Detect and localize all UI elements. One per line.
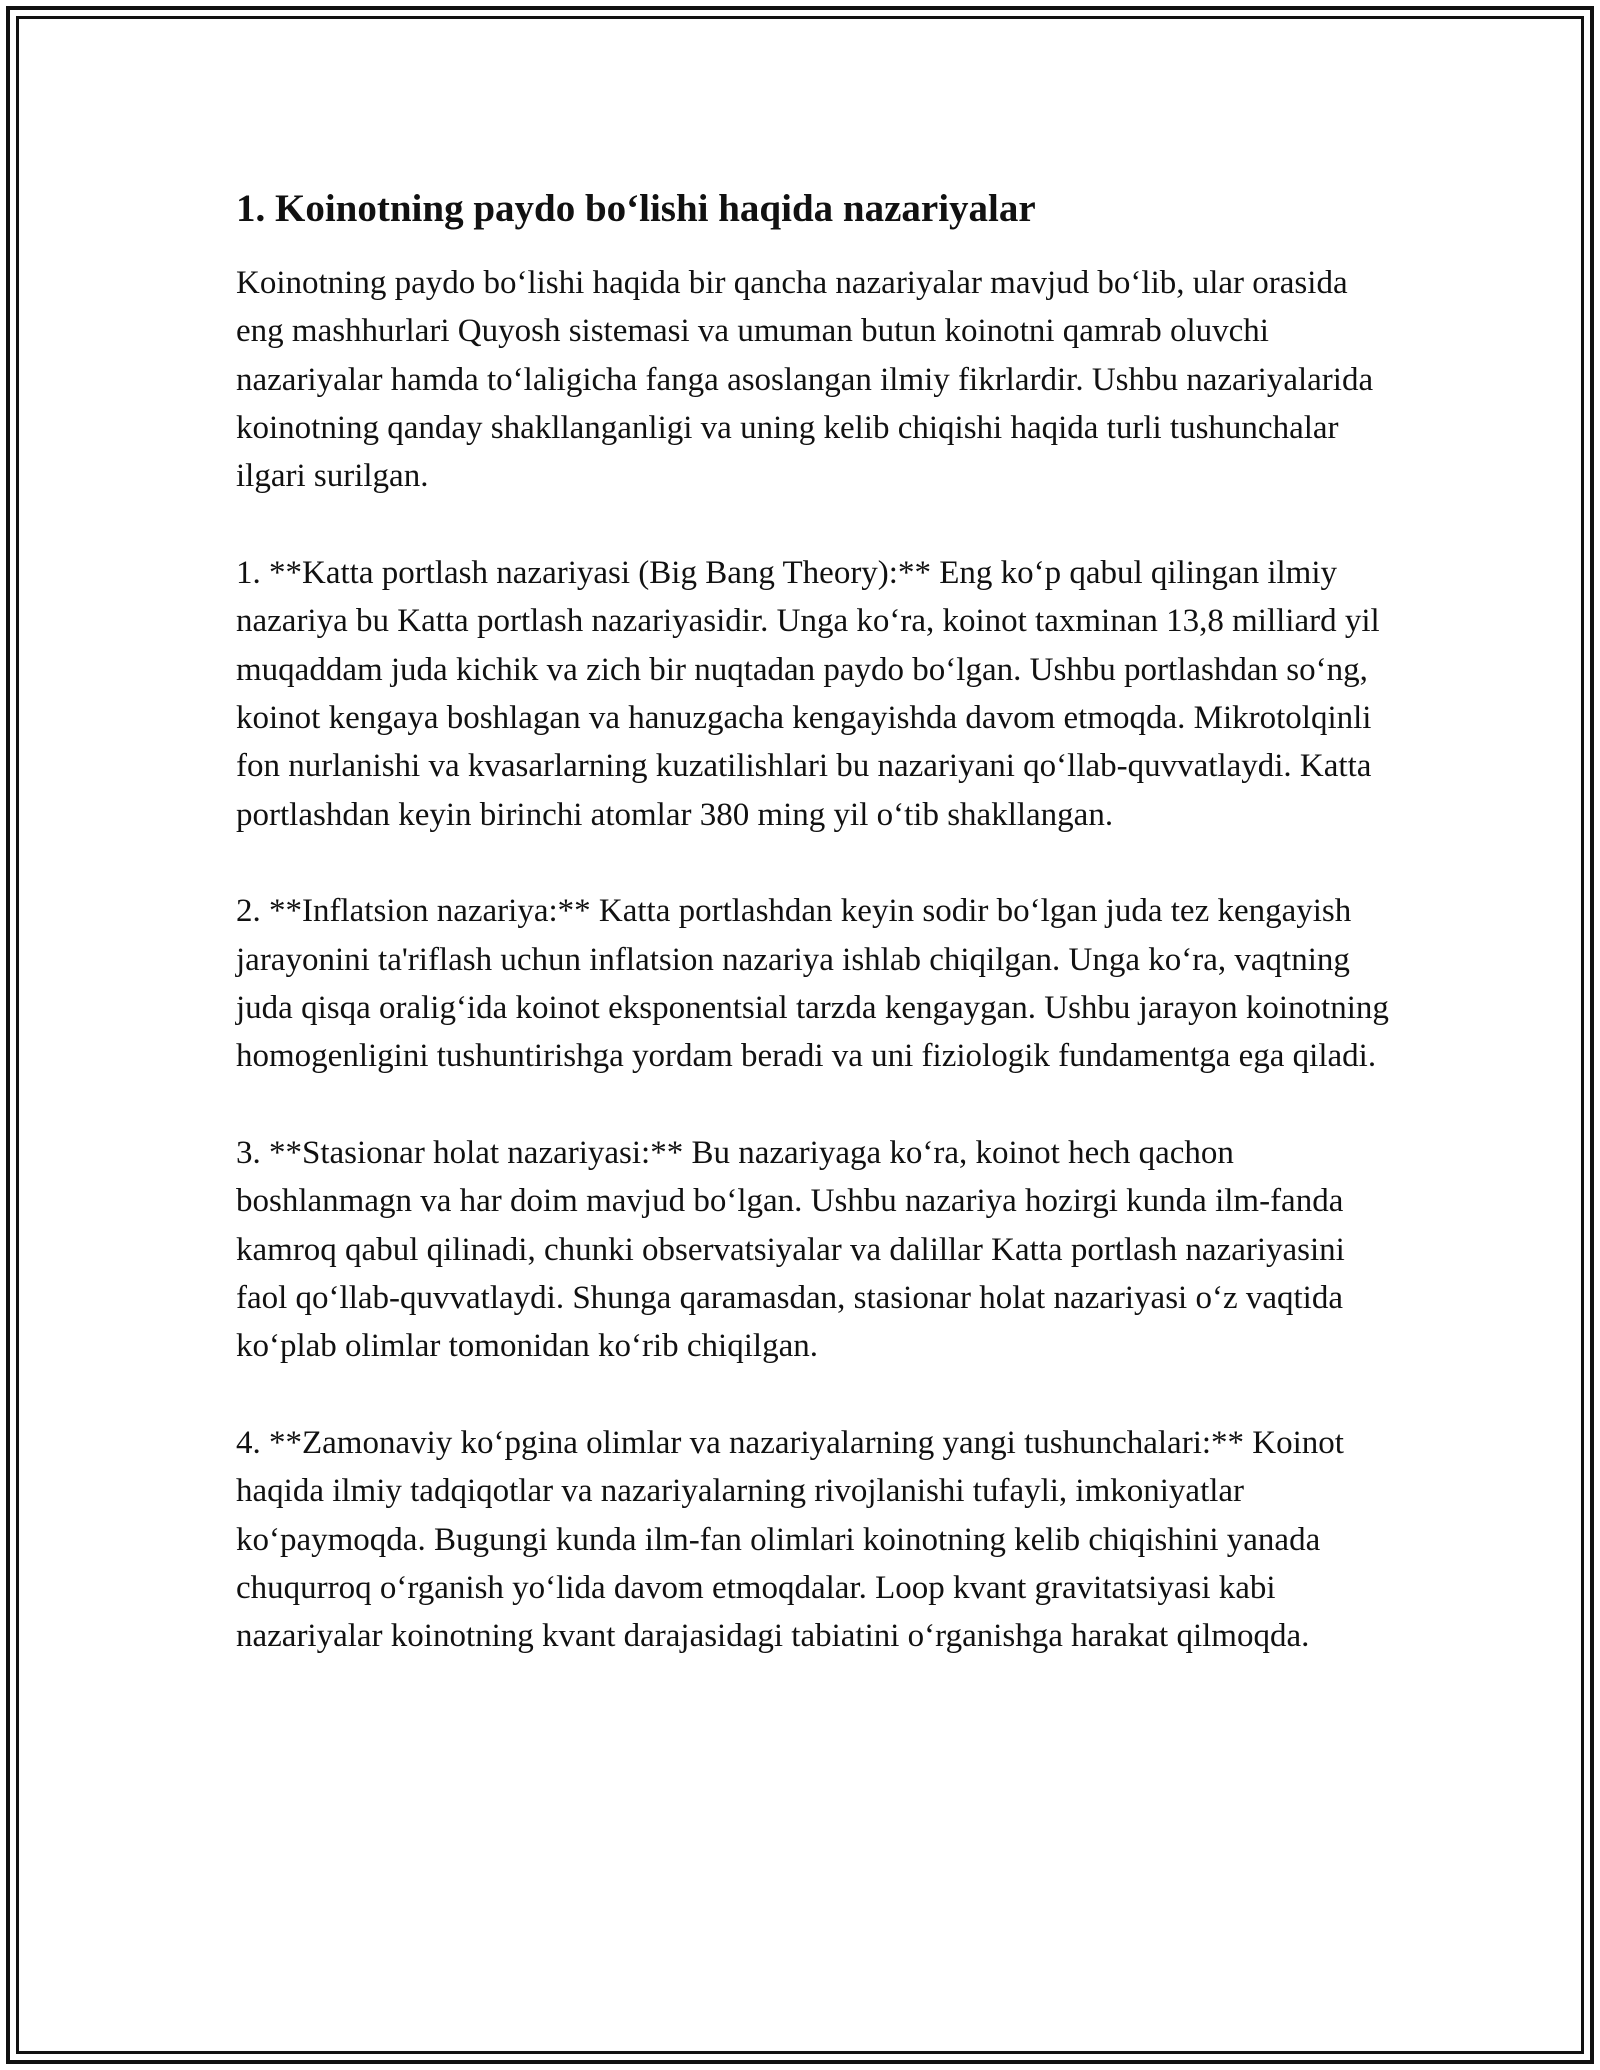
- document-title: 1. Koinotning paydo bo‘lishi haqida nazariyalar: [236, 187, 1036, 230]
- paragraph-modern-theories: 4. **Zamonaviy ko‘pgina olimlar va nazariyalarning yangi tushunchalari:** Koinot haqida ilmiy tadqiqotlar va nazariyalarning rivojlanishi tufayli, imkoniyatlar ko‘paymoqda. Bugungi kunda ilm-fan olimlari koinotning kelib chiqishini yanada chuqurroq o‘rganish yo‘lida davom etmoqdalar. Loop kvant gravitatsiyasi kabi nazariyalar koinotning kvant darajasidagi tabiatini o‘rganishga harakat qilmoqda.: [236, 1424, 1344, 1655]
- paragraph-steady-state: 3. **Stasionar holat nazariyasi:** Bu nazariyaga ko‘ra, koinot hech qachon boshlanmagn va har doim mavjud bo‘lgan. Ushbu nazariya hozirgi kunda ilm-fanda kamroq qabul qilinadi, chunki observatsiyalar va dalillar Katta portlash nazariyasini faol qo‘llab-quvvatlaydi. Shunga qaramasdan, stasionar holat nazariyasi o‘z vaqtida ko‘plab olimlar tomonidan ko‘rib chiqilgan.: [236, 1134, 1345, 1365]
- paragraph-inflation: 2. **Inflatsion nazariya:** Katta portlashdan keyin sodir bo‘lgan juda tez kengayish jarayonini ta'riflash uchun inflatsion nazariya ishlab chiqilgan. Unga ko‘ra, vaqtning juda qisqa oralig‘ida koinot eksponentsial tarzda kengaygan. Ushbu jarayon koinotning homogenligini tushuntirishga yordam beradi va uni fiziologik fundamentga ega qiladi.: [236, 893, 1389, 1075]
- paragraph-big-bang: 1. **Katta portlash nazariyasi (Big Bang Theory):** Eng ko‘p qabul qilingan ilmiy nazariya bu Katta portlash nazariyasidir. Unga ko‘ra, koinot taxminan 13,8 milliard yil muqaddam juda kichik va zich bir nuqtadan paydo bo‘lgan. Ushbu portlashdan so‘ng, koinot kengaya boshlagan va hanuzgacha kengayishda davom etmoqda. Mikrotolqinli fon nurlanishi va kvasarlarning kuzatilishlari bu nazariyani qo‘llab-quvvatlaydi. Katta portlashdan keyin birinchi atomlar 380 ming yil o‘tib shakllangan.: [236, 554, 1380, 833]
- document-body: [236, 184, 1396, 1709]
- intro-paragraph: Koinotning paydo bo‘lishi haqida bir qancha nazariyalar mavjud bo‘lib, ular orasida eng mashhurlari Quyosh sistemasi va umuman butun koinotni qamrab oluvchi nazariyalar hamda to‘laligicha fanga asoslangan ilmiy fikrlardir. Ushbu nazariyalarida koinotning qanday shakllanganligi va uning kelib chiqishi haqida turli tushunchalar ilgari surilgan.: [236, 264, 1374, 495]
